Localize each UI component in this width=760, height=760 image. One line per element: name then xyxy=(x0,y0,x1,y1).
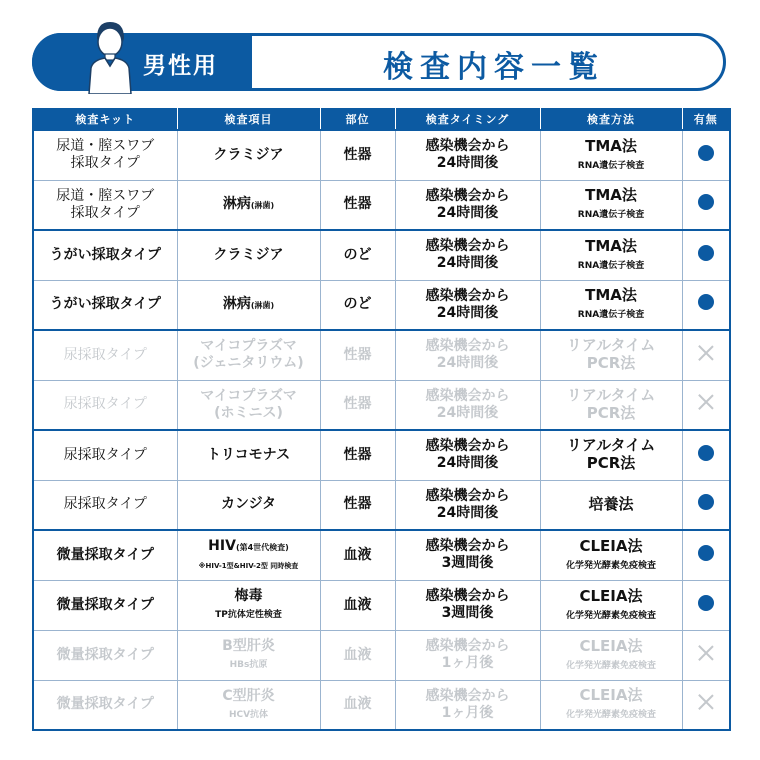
table-header-row xyxy=(33,108,730,130)
method-sub: RNA遺伝子検査 xyxy=(577,160,645,171)
availability-cell xyxy=(682,130,730,180)
site-cell xyxy=(320,330,395,380)
column-header-site: 部位 xyxy=(320,108,395,130)
table-row xyxy=(33,130,730,180)
timing-label: 感染機会から xyxy=(425,588,510,604)
kit-cell xyxy=(33,680,177,730)
test-contents-table xyxy=(32,108,731,731)
item-cell xyxy=(177,480,320,530)
item-cell xyxy=(177,380,320,430)
available-dot-icon xyxy=(698,595,714,611)
item-cell xyxy=(177,180,320,230)
method-sub: 化学発光酵素免疫検査 xyxy=(565,610,656,621)
column-header-availability: 有無 xyxy=(682,108,730,130)
available-dot-icon xyxy=(698,445,714,461)
method-sub: RNA遺伝子検査 xyxy=(577,310,645,321)
site-label: 血液 xyxy=(343,646,372,663)
kit-label: 尿採取タイプ xyxy=(63,396,147,413)
method-label: CLEIA法 xyxy=(579,686,643,705)
site-label: 性器 xyxy=(343,346,372,363)
timing-label: 感染機会から xyxy=(425,238,510,255)
timing-cell xyxy=(395,580,540,630)
site-label: 血液 xyxy=(343,546,372,563)
timing-cell xyxy=(395,230,540,280)
table-row xyxy=(33,480,730,530)
site-cell xyxy=(320,380,395,430)
timing-label: 24時間後 xyxy=(436,455,499,472)
kit-cell xyxy=(33,280,177,330)
kit-cell xyxy=(33,630,177,680)
method-label: PCR法 xyxy=(586,354,636,373)
timing-label: 24時間後 xyxy=(436,255,499,272)
method-label: CLEIA法 xyxy=(579,536,643,555)
table-row xyxy=(33,430,730,480)
timing-label: 24時間後 xyxy=(436,204,499,221)
timing-label: 1ヶ月後 xyxy=(441,655,494,671)
timing-label: 感染機会から xyxy=(425,538,510,555)
site-cell xyxy=(320,480,395,530)
availability-cell xyxy=(682,180,730,230)
kit-cell xyxy=(33,180,177,230)
table-row xyxy=(33,630,730,680)
timing-label: 24時間後 xyxy=(436,155,499,172)
availability-cell xyxy=(682,480,730,530)
method-cell xyxy=(540,230,682,280)
item-cell xyxy=(177,130,320,180)
column-header-kit: 検査キット xyxy=(33,108,177,130)
timing-label: 感染機会から xyxy=(425,387,510,404)
timing-label: 24時間後 xyxy=(436,404,499,421)
site-label: 性器 xyxy=(343,496,372,513)
timing-label: 3週間後 xyxy=(441,555,494,572)
kit-label: 微量採取タイプ xyxy=(56,546,154,563)
unavailable-cross-icon xyxy=(697,344,715,362)
method-cell xyxy=(540,130,682,180)
method-label: 培養法 xyxy=(588,494,634,513)
timing-cell xyxy=(395,530,540,580)
availability-cell xyxy=(682,630,730,680)
method-cell xyxy=(540,530,682,580)
site-label: 血液 xyxy=(343,596,372,613)
kit-label: 微量採取タイプ xyxy=(56,646,154,663)
kit-cell xyxy=(33,480,177,530)
timing-label: 感染機会から xyxy=(425,687,510,704)
method-label: TMA法 xyxy=(585,286,637,305)
site-label: のど xyxy=(343,296,372,313)
site-label: 性器 xyxy=(343,396,372,413)
availability-cell xyxy=(682,580,730,630)
method-cell xyxy=(540,680,682,730)
method-cell xyxy=(540,330,682,380)
item-cell xyxy=(177,630,320,680)
timing-cell xyxy=(395,180,540,230)
method-cell xyxy=(540,180,682,230)
timing-label: 感染機会から xyxy=(425,287,510,304)
kit-label: 微量採取タイプ xyxy=(56,696,154,713)
timing-cell xyxy=(395,430,540,480)
item-cell xyxy=(177,530,320,580)
item-sub: HCV抗体 xyxy=(228,709,269,720)
item-sub: HBs抗原 xyxy=(229,660,268,670)
timing-cell xyxy=(395,630,540,680)
column-header-item: 検査項目 xyxy=(177,108,320,130)
method-sub: 化学発光酵素免疫検査 xyxy=(565,560,656,571)
method-label: リアルタイム xyxy=(566,436,656,455)
site-cell xyxy=(320,430,395,480)
site-cell xyxy=(320,180,395,230)
timing-cell xyxy=(395,480,540,530)
item-label: クラミジア xyxy=(213,146,284,163)
kit-cell xyxy=(33,580,177,630)
item-label: マイコプラズマ xyxy=(200,387,297,404)
item-label: (ホミニス) xyxy=(214,404,283,421)
timing-label: 1ヶ月後 xyxy=(441,704,494,721)
item-note: (第4世代検査) xyxy=(235,542,289,552)
kit-cell xyxy=(33,330,177,380)
site-cell xyxy=(320,580,395,630)
kit-cell xyxy=(33,230,177,280)
timing-label: 感染機会から xyxy=(425,338,510,355)
method-cell xyxy=(540,480,682,530)
kit-cell xyxy=(33,430,177,480)
site-cell xyxy=(320,280,395,330)
item-label: (ジェニタリウム) xyxy=(193,355,304,372)
available-dot-icon xyxy=(698,194,714,210)
table-row xyxy=(33,230,730,280)
item-label: クラミジア xyxy=(213,246,284,263)
item-note: (淋菌) xyxy=(250,200,275,210)
kit-cell xyxy=(33,380,177,430)
site-label: 性器 xyxy=(343,446,372,463)
site-label: 性器 xyxy=(343,196,372,213)
method-label: PCR法 xyxy=(586,454,636,473)
method-sub: RNA遺伝子検査 xyxy=(577,260,645,271)
method-label: リアルタイム xyxy=(566,385,656,404)
kit-label: 採取タイプ xyxy=(70,204,140,221)
item-note: (淋菌) xyxy=(250,300,275,310)
man-avatar-icon xyxy=(87,18,133,94)
item-label: 淋病 xyxy=(222,295,251,312)
availability-cell xyxy=(682,680,730,730)
item-label: 梅毒 xyxy=(234,588,263,604)
item-label: HIV xyxy=(208,537,236,554)
item-cell xyxy=(177,330,320,380)
availability-cell xyxy=(682,280,730,330)
site-cell xyxy=(320,530,395,580)
item-cell xyxy=(177,430,320,480)
site-cell xyxy=(320,230,395,280)
item-label: B型肝炎 xyxy=(222,638,275,654)
timing-label: 24時間後 xyxy=(436,304,499,321)
page-header xyxy=(32,33,726,91)
item-label: カンジタ xyxy=(220,496,277,513)
column-header-method: 検査方法 xyxy=(540,108,682,130)
kit-label: うがい採取タイプ xyxy=(49,296,161,313)
kit-label: 尿採取タイプ xyxy=(63,496,147,513)
method-label: TMA法 xyxy=(585,236,637,255)
site-label: 性器 xyxy=(343,146,372,163)
site-label: のど xyxy=(343,246,372,263)
availability-cell xyxy=(682,380,730,430)
unavailable-cross-icon xyxy=(697,644,715,662)
method-sub: RNA遺伝子検査 xyxy=(577,210,645,221)
item-label: 淋病 xyxy=(222,195,251,212)
item-sub: ※HIV-1型&HIV-2型 同時検査 xyxy=(198,561,299,570)
table-body xyxy=(33,130,730,730)
method-label: CLEIA法 xyxy=(579,636,643,655)
table-row xyxy=(33,530,730,580)
timing-label: 感染機会から xyxy=(425,187,510,204)
timing-label: 24時間後 xyxy=(436,504,499,521)
method-label: CLEIA法 xyxy=(579,586,643,605)
availability-cell xyxy=(682,530,730,580)
table-row xyxy=(33,330,730,380)
method-cell xyxy=(540,630,682,680)
method-label: TMA法 xyxy=(585,186,637,205)
kit-label: 尿採取タイプ xyxy=(63,346,147,363)
kit-label: うがい採取タイプ xyxy=(49,246,161,263)
kit-cell xyxy=(33,130,177,180)
table-row xyxy=(33,680,730,730)
timing-label: 感染機会から xyxy=(425,438,510,455)
site-cell xyxy=(320,680,395,730)
timing-label: 感染機会から xyxy=(425,487,510,504)
available-dot-icon xyxy=(698,494,714,510)
method-sub: 化学発光酵素免疫検査 xyxy=(565,660,656,671)
table-row xyxy=(33,180,730,230)
method-cell xyxy=(540,430,682,480)
timing-cell xyxy=(395,680,540,730)
timing-label: 24時間後 xyxy=(436,355,499,372)
timing-cell xyxy=(395,280,540,330)
available-dot-icon xyxy=(698,294,714,310)
kit-label: 尿道・膣スワブ xyxy=(56,187,155,204)
item-cell xyxy=(177,680,320,730)
item-cell xyxy=(177,580,320,630)
method-label: リアルタイム xyxy=(566,336,656,355)
kit-label: 尿道・膣スワブ xyxy=(56,138,155,155)
item-label: マイコプラズマ xyxy=(200,338,297,355)
site-cell xyxy=(320,130,395,180)
method-label: TMA法 xyxy=(585,136,637,155)
timing-cell xyxy=(395,380,540,430)
timing-label: 感染機会から xyxy=(425,138,510,155)
unavailable-cross-icon xyxy=(697,393,715,411)
table-row xyxy=(33,580,730,630)
availability-cell xyxy=(682,230,730,280)
kit-label: 尿採取タイプ xyxy=(63,446,147,463)
kit-cell xyxy=(33,530,177,580)
available-dot-icon xyxy=(698,245,714,261)
item-label: C型肝炎 xyxy=(222,687,275,704)
item-label: トリコモナス xyxy=(206,446,291,463)
badge-label: 男性用 xyxy=(143,53,218,79)
site-label: 血液 xyxy=(343,696,372,713)
kit-label: 採取タイプ xyxy=(70,155,140,172)
unavailable-cross-icon xyxy=(697,693,715,711)
table-row xyxy=(33,280,730,330)
timing-label: 感染機会から xyxy=(425,638,510,654)
availability-cell xyxy=(682,430,730,480)
table-row xyxy=(33,380,730,430)
timing-cell xyxy=(395,130,540,180)
kit-label: 微量採取タイプ xyxy=(56,596,154,613)
item-cell xyxy=(177,230,320,280)
page-title: 検査内容一覧 xyxy=(383,50,605,85)
target-badge xyxy=(32,33,252,91)
available-dot-icon xyxy=(698,145,714,161)
method-cell xyxy=(540,580,682,630)
method-sub: 化学発光酵素免疫検査 xyxy=(565,710,656,721)
timing-label: 3週間後 xyxy=(441,605,494,621)
method-cell xyxy=(540,280,682,330)
available-dot-icon xyxy=(698,545,714,561)
method-label: PCR法 xyxy=(586,403,636,422)
timing-cell xyxy=(395,330,540,380)
method-cell xyxy=(540,380,682,430)
item-sub: TP抗体定性検査 xyxy=(215,610,282,620)
column-header-timing: 検査タイミング xyxy=(395,108,540,130)
site-cell xyxy=(320,630,395,680)
availability-cell xyxy=(682,330,730,380)
item-cell xyxy=(177,280,320,330)
